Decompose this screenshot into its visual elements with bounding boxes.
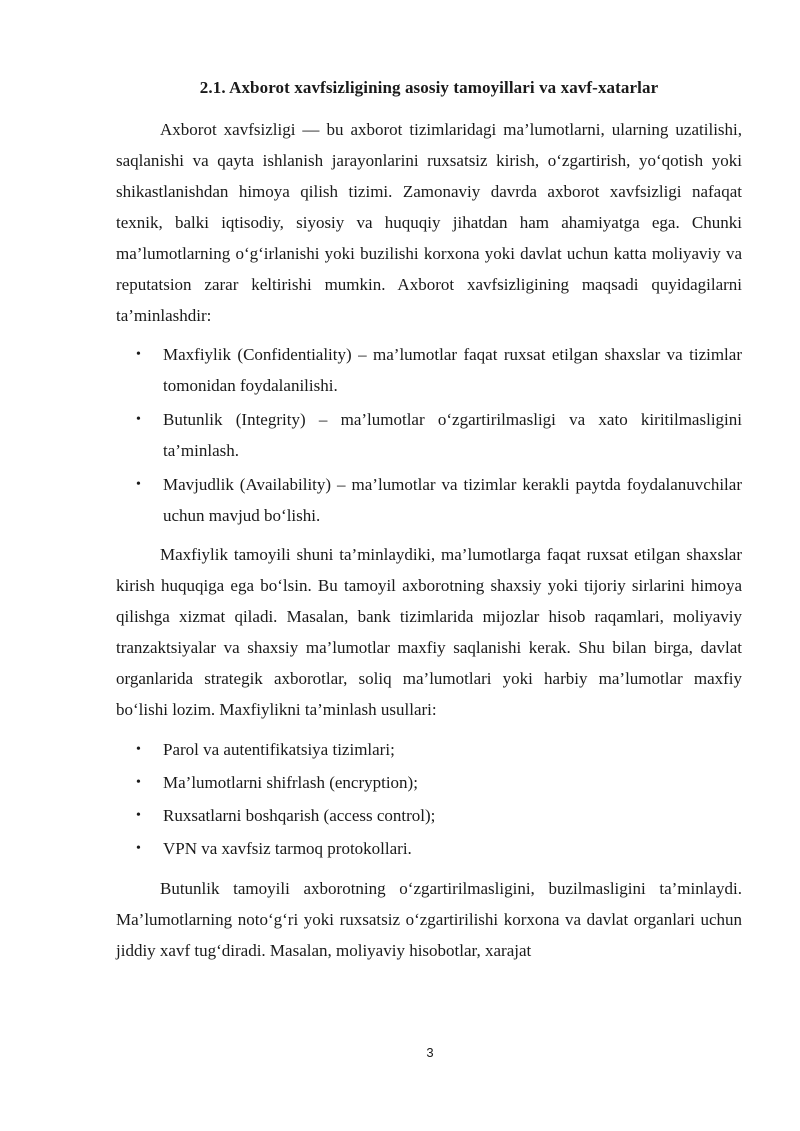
list-item-text: Ma’lumotlarni shifrlash (encryption); [163,773,418,792]
bullet-icon: • [136,477,141,492]
bullet-icon: • [136,742,141,757]
bullet-icon: • [136,841,141,856]
list-item-text: Maxfiylik (Confidentiality) – ma’lumotlar faqat ruxsat etilgan shaxslar va tizimlar tomonidan foydalanilishi. [163,345,742,395]
list-item-text: VPN va xavfsiz tarmoq protokollari. [163,839,412,858]
list-item [116,339,742,401]
list-item-text: Butunlik (Integrity) – ma’lumotlar o‘zgartirilmasligi va xato kiritilmasligini ta’minlash. [163,410,742,460]
list-item-text: Ruxsatlarni boshqarish (access control); [163,806,436,825]
list-item [116,469,742,531]
list-item [116,733,742,766]
list-item-text: Parol va autentifikatsiya tizimlari; [163,740,395,759]
bullet-icon: • [136,808,141,823]
list-item [116,832,742,865]
bullet-icon: • [136,412,141,427]
intro-paragraph: Axborot xavfsizligi — bu axborot tizimlaridagi ma’lumotlarni, ularning uzatilishi, saqlanishi va qayta ishlanish jarayonlarini ruxsatsiz kirish, o‘zgartirish, yo‘qotish yoki shikastlanishdan himoya qilish tizimi. Zamonaviy davrda axborot xavfsizligi nafaqat texnik, balki iqtisodiy, siyosiy va huquqiy jihatdan ham ahamiyatga ega. Chunki ma’lumotlarning o‘g‘irlanishi yoki buzilishi korxona yoki davlat uchun katta moliyaviy va reputatsion zarar keltirishi mumkin. Axborot xavfsizligining maqsadi quyidagilarni ta’minlashdir: [116,120,742,325]
list-item [116,799,742,832]
list-item [116,766,742,799]
bullet-icon: • [136,347,141,362]
page-content [116,74,742,966]
page-number: 3 [426,1045,434,1060]
section-heading: 2.1. Axborot xavfsizligining asosiy tamoyillari va xavf-xatarlar [199,78,659,97]
methods-list [116,733,742,865]
integrity-paragraph: Butunlik tamoyili axborotning o‘zgartirilmasligini, buzilmasligini ta’minlaydi. Ma’lumotlarning noto‘g‘ri yoki ruxsatsiz o‘zgartirilishi korxona va davlat organlari uchun jiddiy xavf tug‘diradi. Masalan, moliyaviy hisobotlar, xarajat [116,879,742,960]
list-item-text: Mavjudlik (Availability) – ma’lumotlar va tizimlar kerakli paytda foydalanuvchilar uchun mavjud bo‘lishi. [163,475,742,525]
principles-list [116,339,742,531]
bullet-icon: • [136,775,141,790]
list-item [116,404,742,466]
confidentiality-paragraph: Maxfiylik tamoyili shuni ta’minlaydiki, ma’lumotlarga faqat ruxsat etilgan shaxslar kirish huquqiga ega bo‘lsin. Bu tamoyil axborotning shaxsiy yoki tijoriy sirlarini himoya qilishga xizmat qiladi. Masalan, bank tizimlarida mijozlar hisob raqamlari, moliyaviy tranzaktsiyalar va shaxsiy ma’lumotlar maxfiy saqlanishi kerak. Shu bilan birga, davlat organlarida strategik axborotlar, soliq ma’lumotlari yoki harbiy ma’lumotlar maxfiy bo‘lishi lozim. Maxfiylikni ta’minlash usullari: [116,545,742,719]
